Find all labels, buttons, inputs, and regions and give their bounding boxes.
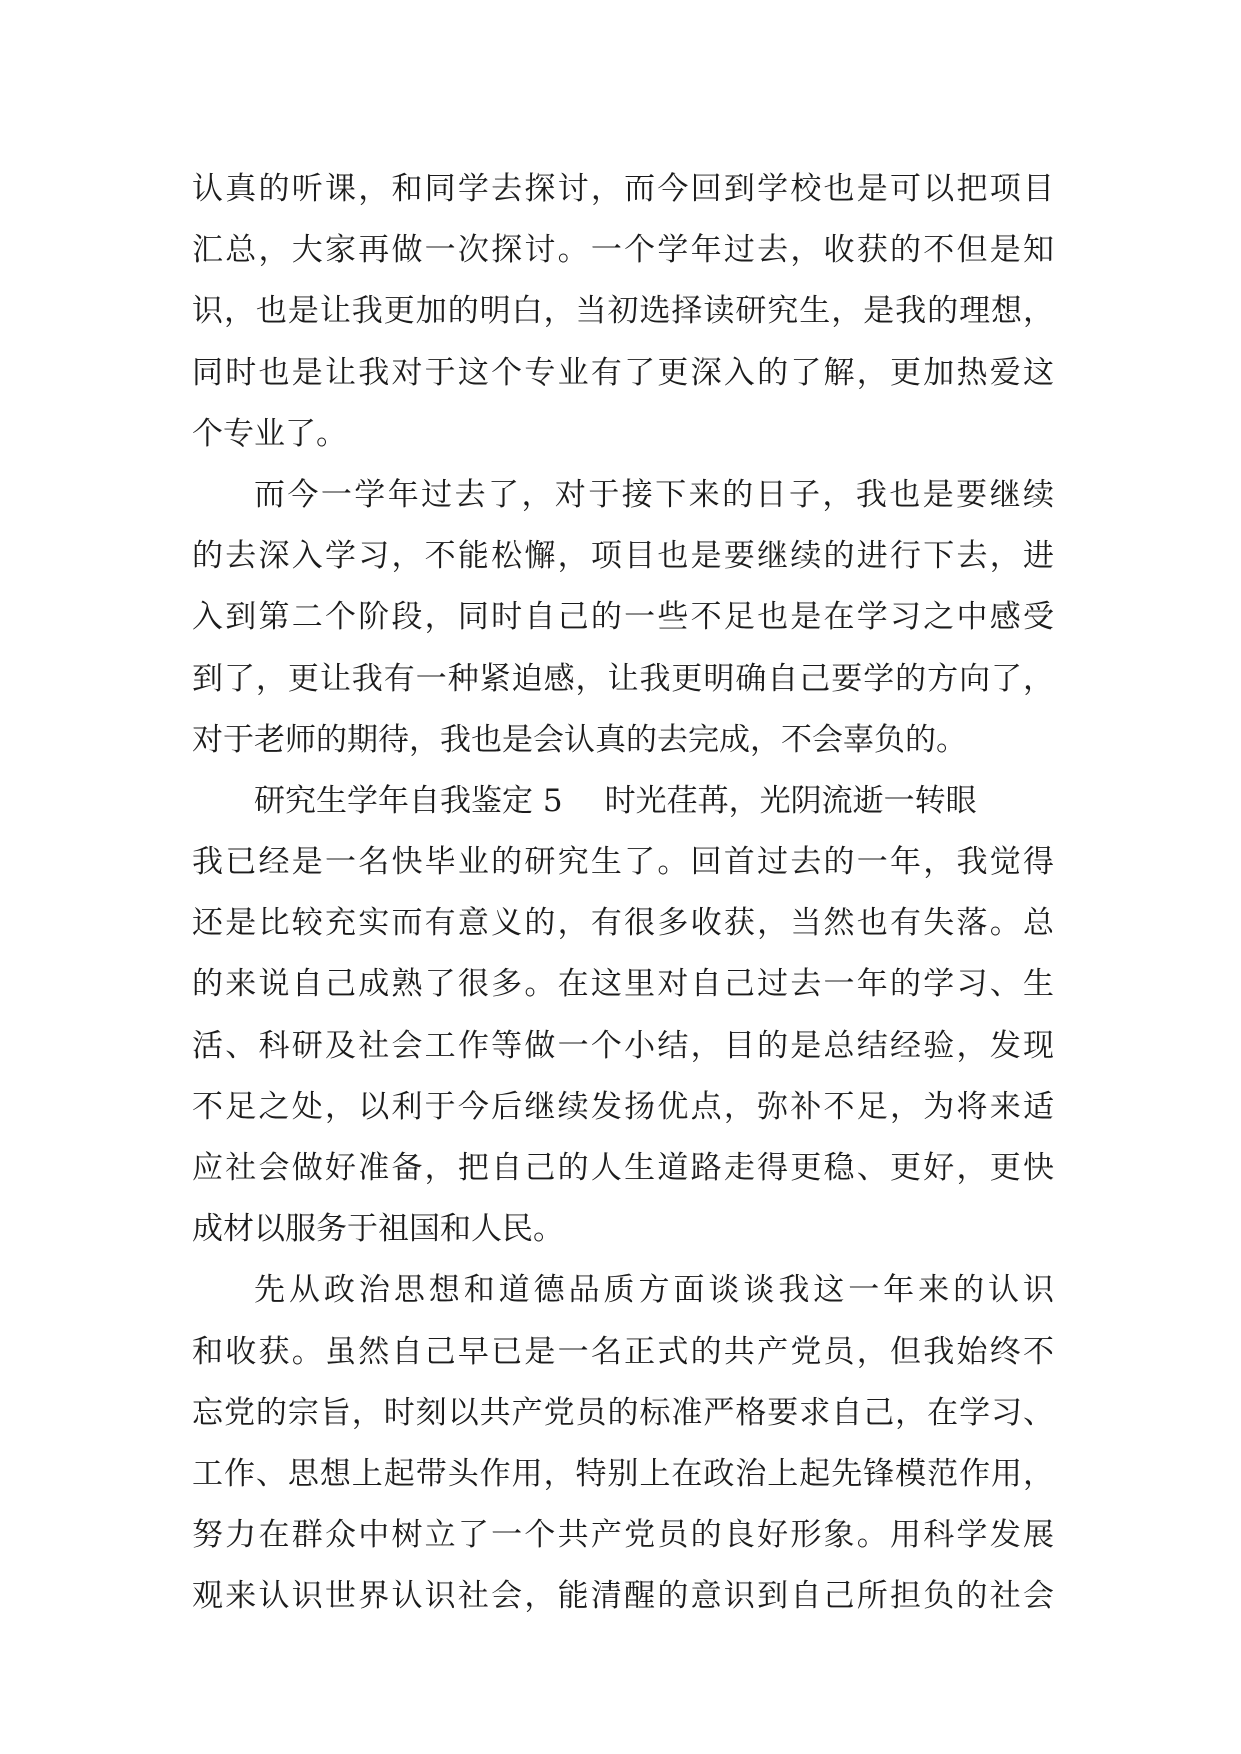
text-line: 认真的听课，和同学去探讨，而今回到学校也是可以把项目 [192,171,1054,207]
paragraph-4 [192,1260,1054,1627]
text-line-rest: 时光荏苒，光阴流逝一转眼 [604,782,977,819]
text-line: 个专业了。 [192,415,347,452]
text-line: 观来认识世界认识社会，能清醒的意识到自己所担负的社会 [192,1578,1054,1615]
text-line: 的来说自己成熟了很多。在这里对自己过去一年的学习、生 [192,966,1054,1003]
text-line: 对于老师的期待，我也是会认真的去完成，不会辜负的。 [192,721,967,758]
text-line: 努力在群众中树立了一个共产党员的良好形象。用科学发展 [192,1517,1054,1554]
text-line: 到了，更让我有一种紧迫感，让我更明确自己要学的方向了， [192,660,1054,697]
text-line: 而今一学年过去了，对于接下来的日子，我也是要继续 [254,476,1054,513]
text-line: 不足之处，以利于今后继续发扬优点，弥补不足，为将来适 [192,1088,1054,1125]
text-line: 工作、思想上起带头作用，特别上在政治上起先锋模范作用， [192,1455,1054,1492]
text-line: 我已经是一名快毕业的研究生了。回首过去的一年，我觉得 [192,844,1054,881]
text-line: 忘党的宗旨，时刻以共产党员的标准严格要求自己，在学习、 [192,1394,1054,1431]
document-body [192,159,1054,1628]
section-heading-line [192,771,1054,832]
paragraph-1 [192,159,1054,465]
text-line: 同时也是让我对于这个专业有了更深入的了解，更加热爱这 [192,354,1054,391]
text-line: 入到第二个阶段，同时自己的一些不足也是在学习之中感受 [192,599,1054,636]
paragraph-3 [192,771,1054,1261]
text-line: 和收获。虽然自己早已是一名正式的共产党员，但我始终不 [192,1333,1054,1370]
text-line: 还是比较充实而有意义的，有很多收获，当然也有失落。总 [192,905,1054,942]
section-heading: 研究生学年自我鉴定 5 [254,782,563,819]
text-line: 应社会做好准备，把自己的人生道路走得更稳、更好，更快 [192,1150,1054,1186]
text-line: 活、科研及社会工作等做一个小结，目的是总结经验，发现 [192,1027,1054,1064]
text-line: 识，也是让我更加的明白，当初选择读研究生，是我的理想， [192,293,1054,330]
text-line: 先从政治思想和道德品质方面谈谈我这一年来的认识 [254,1272,1054,1309]
text-line: 成材以服务于祖国和人民。 [192,1211,564,1248]
text-line: 的去深入学习，不能松懈，项目也是要继续的进行下去，进 [192,538,1054,575]
text-line: 汇总，大家再做一次探讨。一个学年过去，收获的不但是知 [192,232,1054,269]
paragraph-2 [192,465,1054,771]
